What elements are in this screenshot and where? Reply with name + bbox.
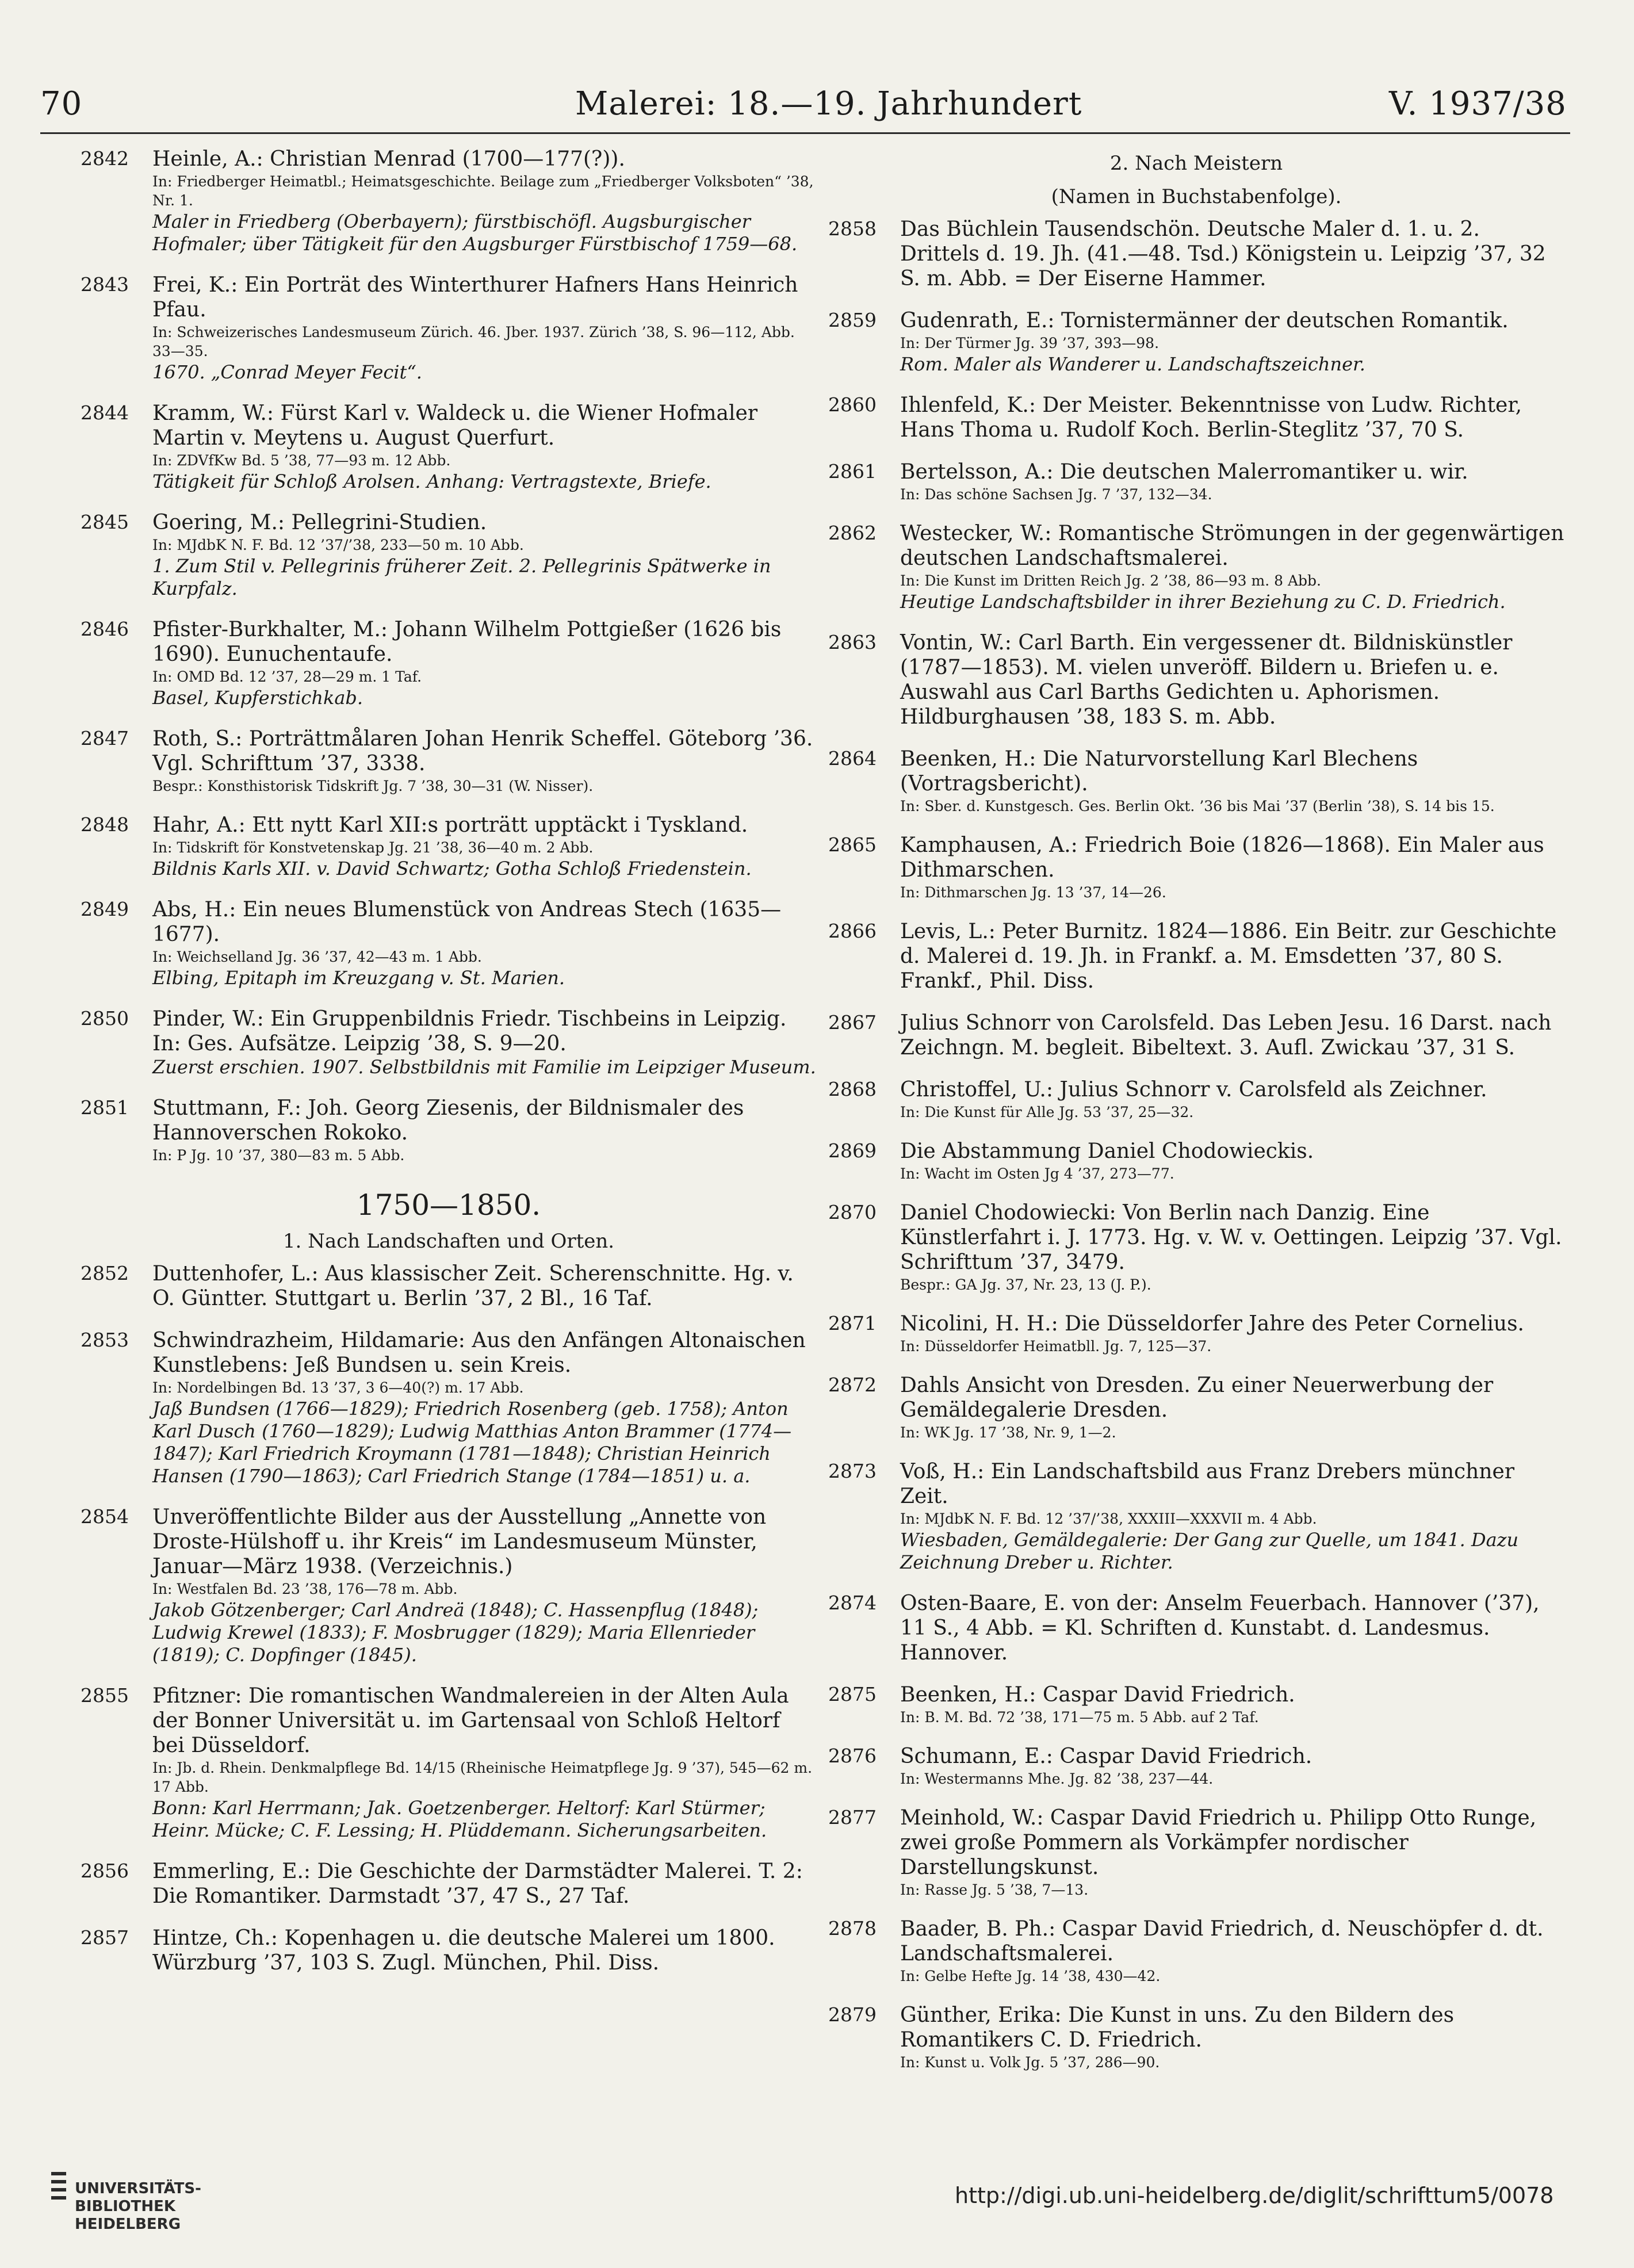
entry-source: In: Nordelbingen Bd. 13 ’37, 3 6—40(?) m. 17 Abb. bbox=[152, 1379, 524, 1396]
entry-citation: Beenken, H.: Die Naturvorstellung Karl Blechens (Vortragsbericht). bbox=[900, 747, 1418, 795]
entry-citation: Baader, B. Ph.: Caspar David Friedrich, d. Neuschöpfer d. dt. Landschaftsmalerei. bbox=[900, 1917, 1544, 1965]
bibliography-entry bbox=[81, 273, 817, 384]
entry-citation: Duttenhofer, L.: Aus klassischer Zeit. Scherenschnitte. Hg. v. O. Güntter. Stuttgart u. Berlin ’37, 2 Bl., 16 Taf. bbox=[152, 1262, 794, 1310]
entry-citation: Schwindrazheim, Hildamarie: Aus den Anfängen Altonaischen Kunstlebens: Jeß Bundsen u. sein Kreis. bbox=[152, 1329, 806, 1377]
entry-number: 2871 bbox=[828, 1312, 877, 1334]
bibliography-entry bbox=[81, 617, 817, 709]
library-name-line: UNIVERSITÄTS- bbox=[75, 2180, 201, 2197]
entry-number: 2842 bbox=[81, 147, 129, 170]
entry-number: 2849 bbox=[81, 898, 129, 920]
entry-number: 2869 bbox=[828, 1139, 877, 1162]
entry-number: 2844 bbox=[81, 401, 129, 424]
entry-citation: Goering, M.: Pellegrini-Studien. bbox=[152, 511, 487, 534]
library-name-line: BIBLIOTHEK bbox=[75, 2198, 176, 2215]
bibliography-entry bbox=[81, 813, 817, 880]
entry-number: 2855 bbox=[81, 1684, 129, 1707]
bibliography-entry bbox=[81, 1926, 817, 1975]
entry-citation: Das Büchlein Tausendschön. Deutsche Maler d. 1. u. 2. Drittels d. 19. Jh. (41.—48. Tsd.) Königstein u. Leipzig ’37, 32 S. m. Abb. = Der Eiserne Hammer. bbox=[900, 217, 1546, 290]
entry-source: In: Die Kunst für Alle Jg. 53 ’37, 25—32. bbox=[900, 1104, 1194, 1120]
bibliography-entry bbox=[828, 1200, 1564, 1294]
entry-number: 2853 bbox=[81, 1329, 129, 1351]
entry-citation: Westecker, W.: Romantische Strömungen in der gegenwärtigen deutschen Landschaftsmalerei. bbox=[900, 522, 1564, 570]
bibliography-entry bbox=[828, 1806, 1564, 1899]
entry-number: 2859 bbox=[828, 309, 877, 331]
entry-citation: Beenken, H.: Caspar David Friedrich. bbox=[900, 1683, 1295, 1707]
entry-source: In: Westermanns Mhe. Jg. 82 ’38, 237—44. bbox=[900, 1770, 1214, 1787]
entry-source: In: Die Kunst im Dritten Reich Jg. 2 ’38, 86—93 m. 8 Abb. bbox=[900, 572, 1321, 589]
entry-number: 2850 bbox=[81, 1007, 129, 1030]
entry-source: In: Gelbe Hefte Jg. 14 ’38, 430—42. bbox=[900, 1968, 1161, 1984]
entry-citation: Schumann, E.: Caspar David Friedrich. bbox=[900, 1745, 1312, 1768]
entry-annotation: Wiesbaden, Gemäldegalerie: Der Gang zur Quelle, um 1841. Dazu Zeichnung Dreber u. Richter. bbox=[900, 1529, 1519, 1573]
running-title: Malerei: 18.—19. Jahrhundert bbox=[575, 85, 1082, 123]
entry-annotation: Heutige Landschaftsbilder in ihrer Beziehung zu C. D. Friedrich. bbox=[900, 591, 1506, 613]
entry-source: In: Weichselland Jg. 36 ’37, 42—43 m. 1 Abb. bbox=[152, 948, 482, 965]
entry-citation: Gudenrath, E.: Tornistermänner der deutschen Romantik. bbox=[900, 309, 1509, 332]
entry-number: 2861 bbox=[828, 460, 877, 483]
entry-citation: Osten-Baare, E. von der: Anselm Feuerbach. Hannover (’37), 11 S., 4 Abb. = Kl. Schriften d. Kunstabt. d. Landesmus. Hannover. bbox=[900, 1592, 1540, 1665]
section-heading: 1. Nach Landschaften und Orten. bbox=[282, 1230, 615, 1253]
entry-citation: Daniel Chodowiecki: Von Berlin nach Danzig. Eine Künstlerfahrt i. J. 1773. Hg. v. W. v. Oettingen. Leipzig ’37. Vgl. Schrifttum ’37, 3479. bbox=[900, 1201, 1562, 1274]
bibliography-entry bbox=[81, 510, 817, 600]
entry-number: 2879 bbox=[828, 2003, 877, 2026]
bibliography-entry bbox=[828, 1682, 1564, 1727]
entry-source: In: Friedberger Heimatbl.; Heimatsgeschichte. Beilage zum „Friedberger Volksboten“ ’38, Nr. 1. bbox=[152, 173, 814, 209]
entry-number: 2873 bbox=[828, 1460, 877, 1482]
entry-number: 2862 bbox=[828, 522, 877, 544]
bibliography-entry bbox=[828, 833, 1564, 902]
entry-number: 2863 bbox=[828, 631, 877, 653]
entry-citation: Hintze, Ch.: Kopenhagen u. die deutsche Malerei um 1800. Würzburg ’37, 103 S. Zugl. München, Phil. Diss. bbox=[152, 1926, 775, 1975]
bibliography-entry bbox=[828, 1139, 1564, 1183]
entry-citation: Meinhold, W.: Caspar David Friedrich u. Philipp Otto Runge, zwei große Pommern als Vorkämpfer nordischer Darstellungskunst. bbox=[900, 1806, 1537, 1879]
entry-source: In: MJdbK N. F. Bd. 12 ’37/’38, 233—50 m. 10 Abb. bbox=[152, 537, 524, 553]
left-column bbox=[81, 147, 817, 1992]
entry-source: Bespr.: Konsthistorisk Tidskrift Jg. 7 ’38, 30—31 (W. Nisser). bbox=[152, 778, 594, 794]
entry-citation: Hahr, A.: Ett nytt Karl XII:s porträtt upptäckt i Tyskland. bbox=[152, 813, 748, 837]
entry-source: In: MJdbK N. F. Bd. 12 ’37/’38, XXXIII—XXXVII m. 4 Abb. bbox=[900, 1510, 1317, 1527]
bibliography-entry bbox=[828, 630, 1564, 729]
entry-number: 2874 bbox=[828, 1592, 877, 1614]
entry-annotation: Jaß Bundsen (1766—1829); Friedrich Rosenberg (geb. 1758); Anton Karl Dusch (1760—1829); Ludwig Matthias Anton Brammer (1774—1847); Karl Friedrich Kroymann (1781—1848); Christian Heinrich Hansen (1790—1863); Carl Friedrich Stange (1784—1851) u. a. bbox=[152, 1398, 792, 1487]
entry-number: 2864 bbox=[828, 747, 877, 770]
bibliography-entry bbox=[81, 1261, 817, 1311]
entry-annotation: Tätigkeit für Schloß Arolsen. Anhang: Vertragstexte, Briefe. bbox=[152, 471, 711, 492]
bibliography-entry bbox=[828, 1459, 1564, 1574]
entry-number: 2843 bbox=[81, 273, 129, 296]
bibliography-entry bbox=[828, 460, 1564, 504]
entry-source: In: OMD Bd. 12 ’37, 28—29 m. 1 Taf. bbox=[152, 668, 422, 685]
entry-citation: Roth, S.: Porträttmålaren Johan Henrik Scheffel. Göteborg ’36. Vgl. Schrifttum ’37, 3338. bbox=[152, 727, 813, 775]
entry-number: 2847 bbox=[81, 727, 129, 749]
bibliography-entry bbox=[81, 401, 817, 493]
entry-number: 2858 bbox=[828, 217, 877, 240]
entry-number: 2865 bbox=[828, 833, 877, 856]
entry-number: 2875 bbox=[828, 1683, 877, 1705]
entry-citation: Julius Schnorr von Carolsfeld. Das Leben Jesu. 16 Darst. nach Zeichngn. M. begleit. Bibeltext. 3. Aufl. Zwickau ’37, 31 S. bbox=[900, 1011, 1552, 1060]
entry-number: 2876 bbox=[828, 1745, 877, 1767]
entry-number: 2872 bbox=[828, 1374, 877, 1396]
entry-annotation: Basel, Kupferstichkab. bbox=[152, 687, 363, 709]
bibliography-entry bbox=[81, 147, 817, 255]
entry-citation: Bertelsson, A.: Die deutschen Malerromantiker u. wir. bbox=[900, 460, 1468, 484]
entry-citation: Unveröffentlichte Bilder aus der Ausstellung „Annette von Droste-Hülshoff u. ihr Kreis“ im Landesmuseum Münster, Januar—März 1938. (Verzeichnis.) bbox=[152, 1505, 767, 1578]
entry-annotation: 1670. „Conrad Meyer Fecit“. bbox=[152, 361, 422, 383]
entry-source: In: Tidskrift för Konstvetenskap Jg. 21 ’38, 36—40 m. 2 Abb. bbox=[152, 839, 594, 856]
source-url-link[interactable]: http://digi.ub.uni-heidelberg.de/diglit/schrifttum5/0078 bbox=[955, 2183, 1554, 2208]
entry-annotation: Maler in Friedberg (Oberbayern); fürstbischöfl. Augsburgischer Hofmaler; über Tätigkeit für den Augsburger Fürstbischof 1759—68. bbox=[152, 211, 798, 255]
entry-citation: Emmerling, E.: Die Geschichte der Darmstädter Malerei. T. 2: Die Romantiker. Darmstadt ’37, 47 S., 27 Taf. bbox=[152, 1860, 803, 1908]
entry-annotation: Bonn: Karl Herrmann; Jak. Goetzenberger. Heltorf: Karl Stürmer; Heinr. Mücke; C. F. Lessing; H. Plüddemann. Sicherungsarbeiten. bbox=[152, 1797, 767, 1841]
entry-annotation: Bildnis Karls XII. v. David Schwartz; Gotha Schloß Friedenstein. bbox=[152, 858, 752, 879]
entry-citation: Pfister-Burkhalter, M.: Johann Wilhelm Pottgießer (1626 bis 1690). Eunuchentaufe. bbox=[152, 618, 782, 666]
entry-annotation: 1. Zum Stil v. Pellegrinis früherer Zeit. 2. Pellegrinis Spätwerke in Kurpfalz. bbox=[152, 555, 771, 599]
bibliography-entry bbox=[81, 897, 817, 989]
entry-citation: Kamphausen, A.: Friedrich Boie (1826—1868). Ein Maler aus Dithmarschen. bbox=[900, 833, 1544, 882]
entry-number: 2867 bbox=[828, 1011, 877, 1034]
entry-source: In: Wacht im Osten Jg 4 ’37, 273—77. bbox=[900, 1165, 1174, 1182]
entry-number: 2870 bbox=[828, 1201, 877, 1223]
entry-source: In: Das schöne Sachsen Jg. 7 ’37, 132—34. bbox=[900, 486, 1212, 503]
entry-number: 2846 bbox=[81, 618, 129, 640]
entry-citation: Christoffel, U.: Julius Schnorr v. Carolsfeld als Zeichner. bbox=[900, 1078, 1487, 1102]
entry-source: In: Westfalen Bd. 23 ’38, 176—78 m. Abb. bbox=[152, 1581, 458, 1597]
bibliography-entry bbox=[828, 747, 1564, 816]
entry-citation: Vontin, W.: Carl Barth. Ein vergessener dt. Bildniskünstler (1787—1853). M. vielen unveröff. Bildern u. Briefen u. e. Auswahl aus Carl Barths Gedichten u. Aphorismen. Hildburghausen ’38, 183 S. m. Abb. bbox=[900, 631, 1513, 729]
entry-citation: Nicolini, H. H.: Die Düsseldorfer Jahre des Peter Cornelius. bbox=[900, 1312, 1524, 1336]
entry-citation: Stuttmann, F.: Joh. Georg Ziesenis, der Bildnismaler des Hannoverschen Rokoko. bbox=[152, 1096, 744, 1145]
entry-number: 2852 bbox=[81, 1262, 129, 1284]
header-rule bbox=[40, 132, 1570, 134]
entry-citation: Voß, H.: Ein Landschaftsbild aus Franz Drebers münchner Zeit. bbox=[900, 1460, 1515, 1508]
entry-source: In: Schweizerisches Landesmuseum Zürich. 46. Jber. 1937. Zürich ’38, S. 96—112, Abb. 33—35. bbox=[152, 324, 795, 359]
volume-label: V. 1937/38 bbox=[1389, 85, 1567, 123]
bibliography-entry bbox=[81, 1684, 817, 1842]
bibliography-entry bbox=[81, 1505, 817, 1666]
entry-citation: Dahls Ansicht von Dresden. Zu einer Neuerwerbung der Gemäldegalerie Dresden. bbox=[900, 1374, 1494, 1422]
library-logo bbox=[49, 2168, 70, 2223]
bibliography-entry bbox=[828, 1591, 1564, 1665]
entry-number: 2851 bbox=[81, 1096, 129, 1119]
entry-source: In: Rasse Jg. 5 ’38, 7—13. bbox=[900, 1881, 1089, 1898]
entry-citation: Abs, H.: Ein neues Blumenstück von Andreas Stech (1635—1677). bbox=[152, 898, 782, 946]
entry-source: In: ZDVfKw Bd. 5 ’38, 77—93 m. 12 Abb. bbox=[152, 452, 451, 469]
section-heading: (Namen in Buchstabenfolge). bbox=[1051, 185, 1342, 208]
entry-number: 2877 bbox=[828, 1806, 877, 1829]
bibliography-entry bbox=[828, 308, 1564, 376]
bibliography-entry bbox=[828, 1917, 1564, 1986]
bibliography-entry bbox=[81, 1007, 817, 1078]
bibliography-entry bbox=[828, 1311, 1564, 1356]
library-name-line: HEIDELBERG bbox=[75, 2216, 181, 2233]
entry-number: 2848 bbox=[81, 813, 129, 836]
entry-citation: Frei, K.: Ein Porträt des Winterthurer Hafners Hans Heinrich Pfau. bbox=[152, 273, 798, 322]
entry-number: 2845 bbox=[81, 511, 129, 533]
bibliography-entry bbox=[828, 217, 1564, 291]
entry-number: 2868 bbox=[828, 1078, 877, 1100]
entry-source: In: WK Jg. 17 ’38, Nr. 9, 1—2. bbox=[900, 1424, 1116, 1441]
entry-citation: Die Abstammung Daniel Chodowieckis. bbox=[900, 1139, 1314, 1163]
bibliography-entry bbox=[828, 919, 1564, 993]
section-heading: 2. Nach Meistern bbox=[1109, 152, 1283, 175]
right-column bbox=[828, 147, 1564, 2089]
bibliography-entry bbox=[81, 1096, 817, 1165]
entry-number: 2857 bbox=[81, 1926, 129, 1949]
bibliography-entry bbox=[828, 1077, 1564, 1122]
page-number: 70 bbox=[40, 85, 83, 123]
entry-citation: Günther, Erika: Die Kunst in uns. Zu den Bildern des Romantikers C. D. Friedrich. bbox=[900, 2003, 1455, 2052]
entry-source: In: Jb. d. Rhein. Denkmalpflege Bd. 14/15 (Rheinische Heimatpflege Jg. 9 ’37), 545—62 m. 17 Abb. bbox=[152, 1760, 813, 1795]
entry-annotation: Elbing, Epitaph im Kreuzgang v. St. Marien. bbox=[152, 967, 565, 989]
entry-annotation: Rom. Maler als Wanderer u. Landschaftszeichner. bbox=[900, 353, 1365, 375]
library-name bbox=[75, 2180, 201, 2233]
entry-citation: Heinle, A.: Christian Menrad (1700—177(?)). bbox=[152, 147, 625, 171]
bibliography-entry bbox=[81, 1328, 817, 1487]
entry-citation: Ihlenfeld, K.: Der Meister. Bekenntnisse von Ludw. Richter, Hans Thoma u. Rudolf Koch. Berlin-Steglitz ’37, 70 S. bbox=[900, 393, 1522, 442]
era-heading: 1750—1850. bbox=[356, 1188, 541, 1222]
bibliography-entry bbox=[828, 2003, 1564, 2072]
entry-source: In: Der Türmer Jg. 39 ’37, 393—98. bbox=[900, 335, 1160, 351]
entry-source: In: Düsseldorfer Heimatbll. Jg. 7, 125—37. bbox=[900, 1338, 1212, 1355]
entry-source: In: Dithmarschen Jg. 13 ’37, 14—26. bbox=[900, 884, 1166, 901]
bibliography-entry bbox=[828, 1011, 1564, 1060]
entry-source: Bespr.: GA Jg. 37, Nr. 23, 13 (J. P.). bbox=[900, 1276, 1151, 1293]
bibliography-entry bbox=[828, 1373, 1564, 1442]
entry-number: 2856 bbox=[81, 1860, 129, 1882]
entry-citation: Pfitzner: Die romantischen Wandmalereien in der Alten Aula der Bonner Universität u. im Gartensaal von Schloß Heltorf bei Düsseldorf. bbox=[152, 1684, 789, 1757]
entry-citation: Pinder, W.: Ein Gruppenbildnis Friedr. Tischbeins in Leipzig. In: Ges. Aufsätze. Leipzig ’38, S. 9—20. bbox=[152, 1007, 787, 1055]
entry-number: 2878 bbox=[828, 1917, 877, 1940]
library-crest-icon bbox=[49, 2168, 70, 2220]
bibliography-entry bbox=[81, 726, 817, 795]
entry-source: In: B. M. Bd. 72 ’38, 171—75 m. 5 Abb. auf 2 Taf. bbox=[900, 1709, 1259, 1726]
entry-citation: Levis, L.: Peter Burnitz. 1824—1886. Ein Beitr. zur Geschichte d. Malerei d. 19. Jh. in Frankf. a. M. Emsdetten ’37, 80 S. Frankf., Phil. Diss. bbox=[900, 920, 1557, 993]
bibliography-entry bbox=[828, 1744, 1564, 1788]
entry-annotation: Zuerst erschien. 1907. Selbstbildnis mit Familie im Leipziger Museum. bbox=[152, 1056, 816, 1078]
entry-citation: Kramm, W.: Fürst Karl v. Waldeck u. die Wiener Hofmaler Martin v. Meytens u. August Querfurt. bbox=[152, 401, 758, 450]
entry-source: In: P Jg. 10 ’37, 380—83 m. 5 Abb. bbox=[152, 1147, 405, 1164]
entry-annotation: Jakob Götzenberger; Carl Andreä (1848); C. Hassenpflug (1848); Ludwig Krewel (1833); F. Mosbrugger (1829); Maria Ellenrieder (1819); C. Dopfinger (1845). bbox=[152, 1599, 759, 1666]
entry-number: 2860 bbox=[828, 393, 877, 416]
entry-number: 2866 bbox=[828, 920, 877, 942]
entry-number: 2854 bbox=[81, 1505, 129, 1528]
entry-source: In: Kunst u. Volk Jg. 5 ’37, 286—90. bbox=[900, 2054, 1160, 2071]
bibliography-entry bbox=[828, 393, 1564, 442]
bibliography-entry bbox=[828, 521, 1564, 613]
bibliography-entry bbox=[81, 1859, 817, 1909]
entry-source: In: Sber. d. Kunstgesch. Ges. Berlin Okt. ’36 bis Mai ’37 (Berlin ’38), S. 14 bis 15. bbox=[900, 798, 1495, 814]
